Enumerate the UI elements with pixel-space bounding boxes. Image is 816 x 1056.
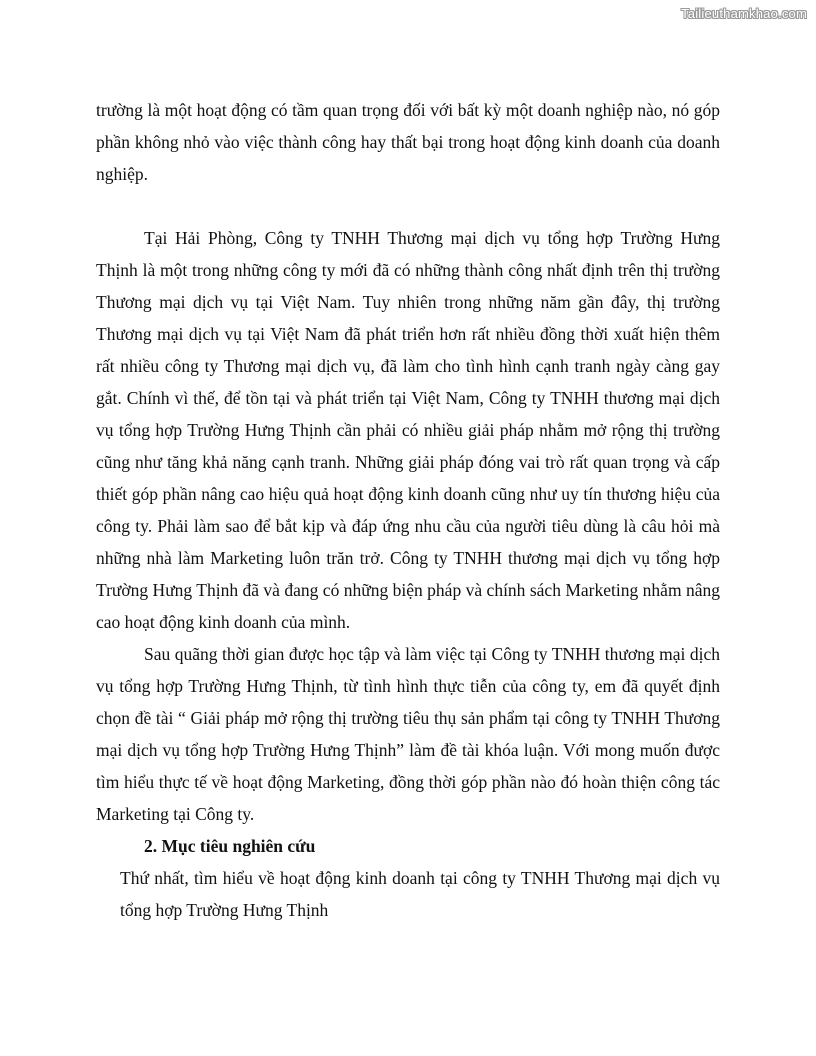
- research-objective-1: Thứ nhất, tìm hiểu về hoạt động kinh doanh tại công ty TNHH Thương mại dịch vụ tổng hợp Trường Hưng Thịnh: [120, 868, 720, 920]
- section-heading-research-objectives: 2. Mục tiêu nghiên cứu: [144, 836, 316, 856]
- document-page: [96, 94, 720, 926]
- watermark-text: Tailieuthamkhao.com: [681, 6, 807, 21]
- paragraph-topic-choice: Sau quãng thời gian được học tập và làm việc tại Công ty TNHH thương mại dịch vụ tổng hợp Trường Hưng Thịnh, từ tình hình thực tiễn của công ty, em đã quyết định chọn đề tài “ Giải pháp mở rộng thị trường tiêu thụ sản phẩm tại công ty TNHH Thương mại dịch vụ tổng hợp Trường Hưng Thịnh” làm đề tài khóa luận. Với mong muốn được tìm hiểu thực tế về hoạt động Marketing, đồng thời góp phần nào đó hoàn thiện công tác Marketing tại Công ty.: [96, 644, 720, 824]
- paragraph-company-context: Tại Hải Phòng, Công ty TNHH Thương mại dịch vụ tổng hợp Trường Hưng Thịnh là một trong những công ty mới đã có những thành công nhất định trên thị trường Thương mại dịch vụ tại Việt Nam. Tuy nhiên trong những năm gần đây, thị trường Thương mại dịch vụ tại Việt Nam đã phát triển hơn rất nhiều đồng thời xuất hiện thêm rất nhiều công ty Thương mại dịch vụ, đã làm cho tình hình cạnh tranh ngày càng gay gắt. Chính vì thế, để tồn tại và phát triển tại Việt Nam, Công ty TNHH thương mại dịch vụ tổng hợp Trường Hưng Thịnh cần phải có nhiều giải pháp nhằm mở rộng thị trường cũng như tăng khả năng cạnh tranh. Những giải pháp đóng vai trò rất quan trọng và cấp thiết góp phần nâng cao hiệu quả hoạt động kinh doanh cũng như uy tín thương hiệu của công ty. Phải làm sao để bắt kịp và đáp ứng nhu cầu của người tiêu dùng là câu hỏi mà những nhà làm Marketing luôn trăn trở. Công ty TNHH thương mại dịch vụ tổng hợp Trường Hưng Thịnh đã và đang có những biện pháp và chính sách Marketing nhằm nâng cao hoạt động kinh doanh của mình.: [96, 228, 720, 632]
- paragraph-intro-continuation: trường là một hoạt động có tầm quan trọng đối với bất kỳ một doanh nghiệp nào, nó góp phần không nhỏ vào việc thành công hay thất bại trong hoạt động kinh doanh của doanh nghiệp.: [96, 100, 720, 184]
